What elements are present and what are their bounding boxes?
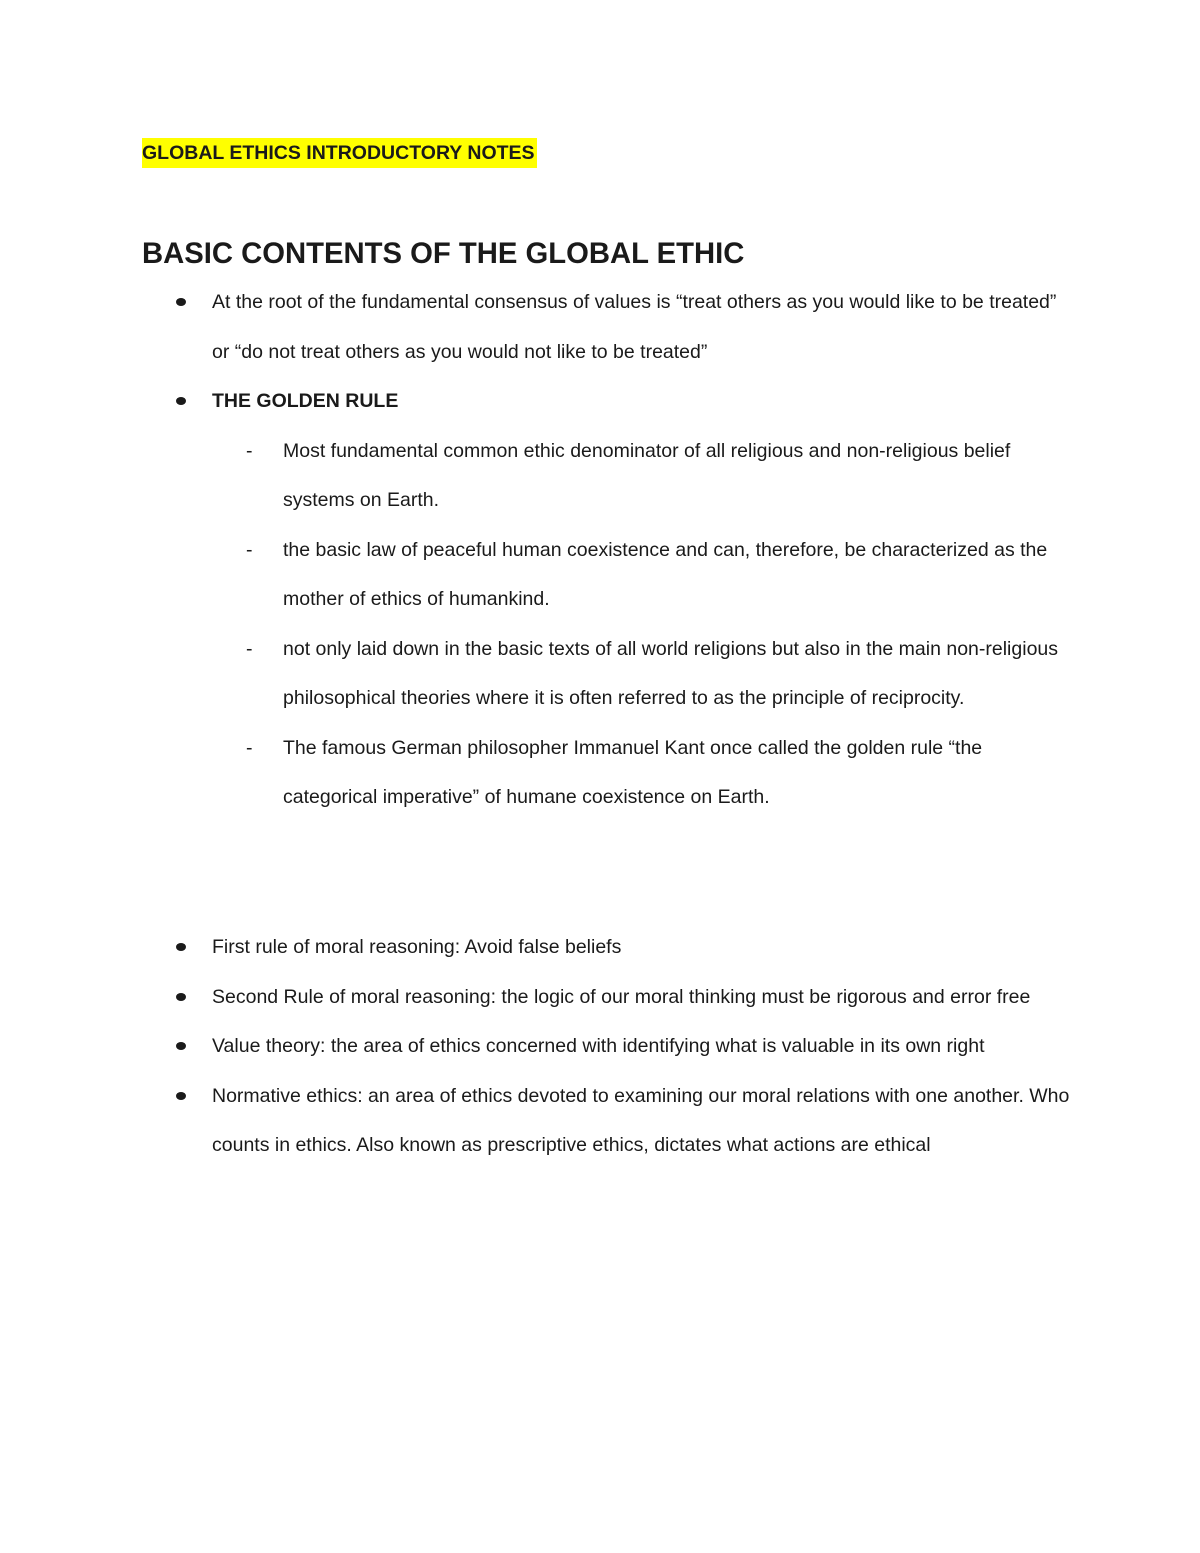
document-page — [142, 138, 1072, 1156]
dash-marker: - — [246, 637, 253, 660]
bullet-text: Second Rule of moral reasoning: the logic of our moral thinking must be rigorous and error free — [212, 985, 1031, 1008]
global-ethic-list — [142, 278, 1072, 823]
sub-list-item — [142, 526, 1072, 625]
sub-list-item — [142, 427, 1072, 526]
bullet-icon — [176, 1042, 186, 1050]
bullet-icon — [176, 298, 186, 306]
dash-marker: - — [246, 439, 253, 462]
sub-list-item — [142, 724, 1072, 823]
list-item — [142, 973, 1072, 1023]
sub-item-text: Most fundamental common ethic denominator of all religious and non-religious belief systems on Earth. — [283, 439, 1011, 511]
bullet-icon — [176, 1092, 186, 1100]
sub-list-item — [142, 625, 1072, 724]
list-item — [142, 923, 1072, 973]
golden-rule-heading: THE GOLDEN RULE — [212, 390, 399, 412]
sub-item-text: not only laid down in the basic texts of all world religions but also in the main non-religious philosophical theories where it is often referred to as the principle of reciprocity. — [283, 637, 1059, 709]
bullet-text: Normative ethics: an area of ethics devoted to examining our moral relations with one another. Who counts in ethics. Also known as prescriptive ethics, dictates what actions are ethical — [212, 1084, 1070, 1156]
golden-rule-points — [142, 427, 1072, 823]
document-title: GLOBAL ETHICS INTRODUCTORY NOTES — [142, 138, 537, 168]
bullet-icon — [176, 397, 186, 405]
moral-reasoning-list — [142, 923, 1072, 1171]
bullet-icon — [176, 993, 186, 1001]
list-item — [142, 1072, 1072, 1171]
dash-marker: - — [246, 538, 253, 561]
section-heading: BASIC CONTENTS OF THE GLOBAL ETHIC — [142, 238, 745, 270]
sub-item-text: the basic law of peaceful human coexistence and can, therefore, be characterized as the mother of ethics of humankind. — [283, 538, 1048, 610]
bullet-text: At the root of the fundamental consensus of values is “treat others as you would like to be treated” or “do not treat others as you would not like to be treated” — [212, 291, 1057, 363]
sub-item-text: The famous German philosopher Immanuel Kant once called the golden rule “the categorical imperative” of humane coexistence on Earth. — [283, 736, 983, 808]
list-item-golden-rule — [142, 377, 1072, 823]
dash-marker: - — [246, 736, 253, 759]
list-item — [142, 278, 1072, 377]
bullet-icon — [176, 943, 186, 951]
bullet-text: First rule of moral reasoning: Avoid false beliefs — [212, 936, 622, 958]
list-item — [142, 1022, 1072, 1072]
bullet-text: Value theory: the area of ethics concerned with identifying what is valuable in its own right — [212, 1035, 985, 1057]
